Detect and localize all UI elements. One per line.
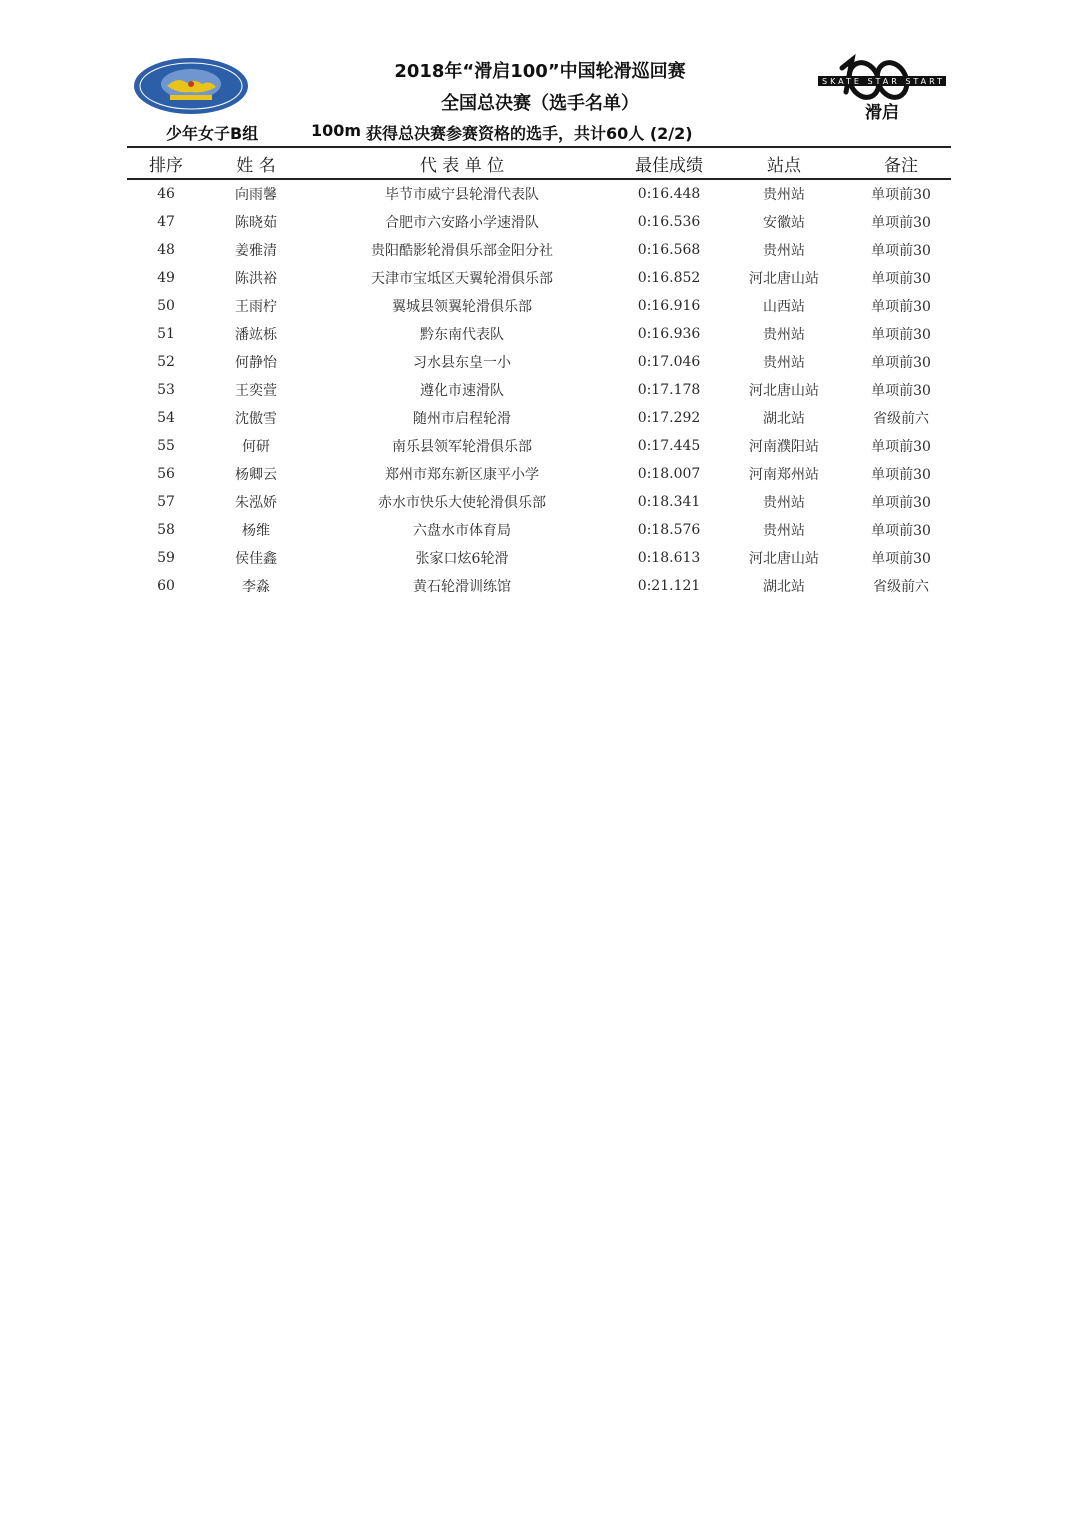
cell-name: 侯佳鑫 — [235, 551, 277, 567]
cell-best-time: 0:18.576 — [637, 522, 701, 538]
cell-unit: 翼城县领翼轮滑俱乐部 — [392, 299, 532, 315]
cell-unit: 南乐县领军轮滑俱乐部 — [392, 439, 532, 455]
cell-station: 河北唐山站 — [749, 383, 819, 399]
cell-rank: 60 — [157, 578, 175, 594]
cell-station: 河南郑州站 — [749, 467, 819, 483]
cell-name: 王雨柠 — [235, 299, 277, 315]
cell-note: 单项前30 — [871, 187, 931, 203]
cell-rank: 47 — [157, 214, 175, 230]
column-header-note: 备注 — [884, 155, 918, 176]
cell-note: 单项前30 — [871, 467, 931, 483]
cell-rank: 46 — [157, 186, 175, 202]
cell-rank: 59 — [157, 550, 175, 566]
cell-name: 沈傲雪 — [235, 411, 277, 427]
cell-name: 何研 — [242, 439, 270, 455]
cell-rank: 53 — [157, 382, 175, 398]
table-row — [127, 404, 951, 432]
cell-name: 姜雅清 — [235, 243, 277, 259]
cell-rank: 52 — [157, 354, 175, 370]
cell-name: 杨维 — [242, 523, 270, 539]
cell-station: 山西站 — [763, 299, 805, 315]
cell-station: 安徽站 — [763, 215, 805, 231]
cell-unit: 赤水市快乐大使轮滑俱乐部 — [378, 495, 546, 511]
cell-unit: 遵化市速滑队 — [420, 383, 504, 399]
cell-name: 潘竑栎 — [235, 327, 277, 343]
cell-station: 湖北站 — [763, 411, 805, 427]
cell-station: 贵州站 — [763, 243, 805, 259]
cell-rank: 48 — [157, 242, 175, 258]
brand-tagline: SKATE STAR START — [822, 77, 942, 86]
cell-station: 河南濮阳站 — [749, 439, 819, 455]
cell-best-time: 0:16.936 — [637, 326, 701, 342]
cell-note: 省级前六 — [873, 579, 929, 595]
table-row — [127, 460, 951, 488]
column-header-rank: 排序 — [149, 155, 183, 176]
event-label: 100m — [311, 121, 362, 140]
cell-name: 杨卿云 — [235, 467, 277, 483]
column-header-unit: 代 表 单 位 — [419, 155, 505, 176]
cell-unit: 黄石轮滑训练馆 — [413, 579, 511, 595]
table-body — [127, 180, 951, 600]
cell-best-time: 0:18.341 — [637, 494, 701, 510]
page-subtitle: 全国总决赛（选手名单） — [441, 93, 639, 114]
cell-rank: 57 — [157, 494, 175, 510]
cell-note: 单项前30 — [871, 215, 931, 231]
cell-note: 单项前30 — [871, 271, 931, 287]
cell-best-time: 0:16.536 — [637, 214, 701, 230]
cell-rank: 51 — [157, 326, 175, 342]
cell-best-time: 0:21.121 — [637, 578, 701, 594]
table-row — [127, 320, 951, 348]
cell-note: 省级前六 — [873, 411, 929, 427]
cell-station: 湖北站 — [763, 579, 805, 595]
table-row — [127, 572, 951, 600]
cell-note: 单项前30 — [871, 243, 931, 259]
cell-best-time: 0:16.568 — [637, 242, 701, 258]
cell-unit: 毕节市威宁县轮滑代表队 — [385, 187, 539, 203]
cell-name: 李淼 — [242, 579, 270, 595]
cell-name: 何静怡 — [235, 355, 277, 371]
cell-note: 单项前30 — [871, 439, 931, 455]
cell-unit: 习水县东皇一小 — [413, 355, 511, 371]
table-row — [127, 348, 951, 376]
table-row — [127, 264, 951, 292]
cell-best-time: 0:17.445 — [637, 438, 701, 454]
cell-rank: 49 — [157, 270, 175, 286]
cell-best-time: 0:17.178 — [637, 382, 701, 398]
cell-name: 陈晓茹 — [235, 215, 277, 231]
cell-note: 单项前30 — [871, 327, 931, 343]
page-title: 2018年“滑启100”中国轮滑巡回赛 — [394, 61, 686, 82]
cell-note: 单项前30 — [871, 495, 931, 511]
cell-rank: 58 — [157, 522, 175, 538]
cell-note: 单项前30 — [871, 383, 931, 399]
cell-station: 河北唐山站 — [749, 271, 819, 287]
cell-station: 河北唐山站 — [749, 551, 819, 567]
cell-rank: 55 — [157, 438, 175, 454]
cell-note: 单项前30 — [871, 523, 931, 539]
cell-station: 贵州站 — [763, 187, 805, 203]
cell-best-time: 0:16.852 — [637, 270, 701, 286]
cell-note: 单项前30 — [871, 551, 931, 567]
group-label: 少年女子B组 — [166, 124, 259, 143]
cell-station: 贵州站 — [763, 355, 805, 371]
cell-best-time: 0:16.916 — [637, 298, 701, 314]
cell-rank: 50 — [157, 298, 175, 314]
table-row — [127, 180, 951, 208]
table-row — [127, 376, 951, 404]
table-row — [127, 208, 951, 236]
table-row — [127, 516, 951, 544]
cell-unit: 黔东南代表队 — [420, 327, 504, 343]
cell-best-time: 0:18.613 — [637, 550, 701, 566]
column-header-best-time: 最佳成绩 — [635, 155, 703, 176]
category-line — [0, 121, 1080, 143]
cell-note: 单项前30 — [871, 299, 931, 315]
table-row — [127, 236, 951, 264]
cell-station: 贵州站 — [763, 327, 805, 343]
participants-table — [127, 146, 951, 600]
column-header-name: 姓 名 — [236, 155, 276, 176]
cell-name: 陈洪裕 — [235, 271, 277, 287]
cell-station: 贵州站 — [763, 523, 805, 539]
cell-best-time: 0:18.007 — [637, 466, 701, 482]
cell-note: 单项前30 — [871, 355, 931, 371]
cell-unit: 合肥市六安路小学速滑队 — [385, 215, 539, 231]
cell-name: 向雨馨 — [235, 187, 277, 203]
table-row — [127, 432, 951, 460]
cell-rank: 54 — [157, 410, 175, 426]
table-row — [127, 488, 951, 516]
table-row — [127, 292, 951, 320]
cell-rank: 56 — [157, 466, 175, 482]
cell-best-time: 0:17.292 — [637, 410, 701, 426]
column-header-station: 站点 — [767, 155, 801, 176]
cell-best-time: 0:16.448 — [637, 186, 701, 202]
cell-name: 王奕萱 — [235, 383, 277, 399]
table-row — [127, 544, 951, 572]
cell-station: 贵州站 — [763, 495, 805, 511]
cell-unit: 随州市启程轮滑 — [413, 411, 511, 427]
cell-unit: 张家口炫6轮滑 — [415, 551, 509, 567]
cell-unit: 贵阳酷影轮滑俱乐部金阳分社 — [371, 243, 553, 259]
cell-name: 朱泓娇 — [235, 495, 277, 511]
cell-unit: 郑州市郑东新区康平小学 — [385, 467, 539, 483]
cell-unit: 六盘水市体育局 — [413, 523, 511, 539]
cell-best-time: 0:17.046 — [637, 354, 701, 370]
qualification-description: 获得总决赛参赛资格的选手，共计60人 (2/2) — [366, 124, 693, 143]
table-header-row — [127, 148, 951, 178]
brand-name: 滑启 — [865, 103, 899, 123]
cell-unit: 天津市宝坻区天翼轮滑俱乐部 — [371, 271, 553, 287]
